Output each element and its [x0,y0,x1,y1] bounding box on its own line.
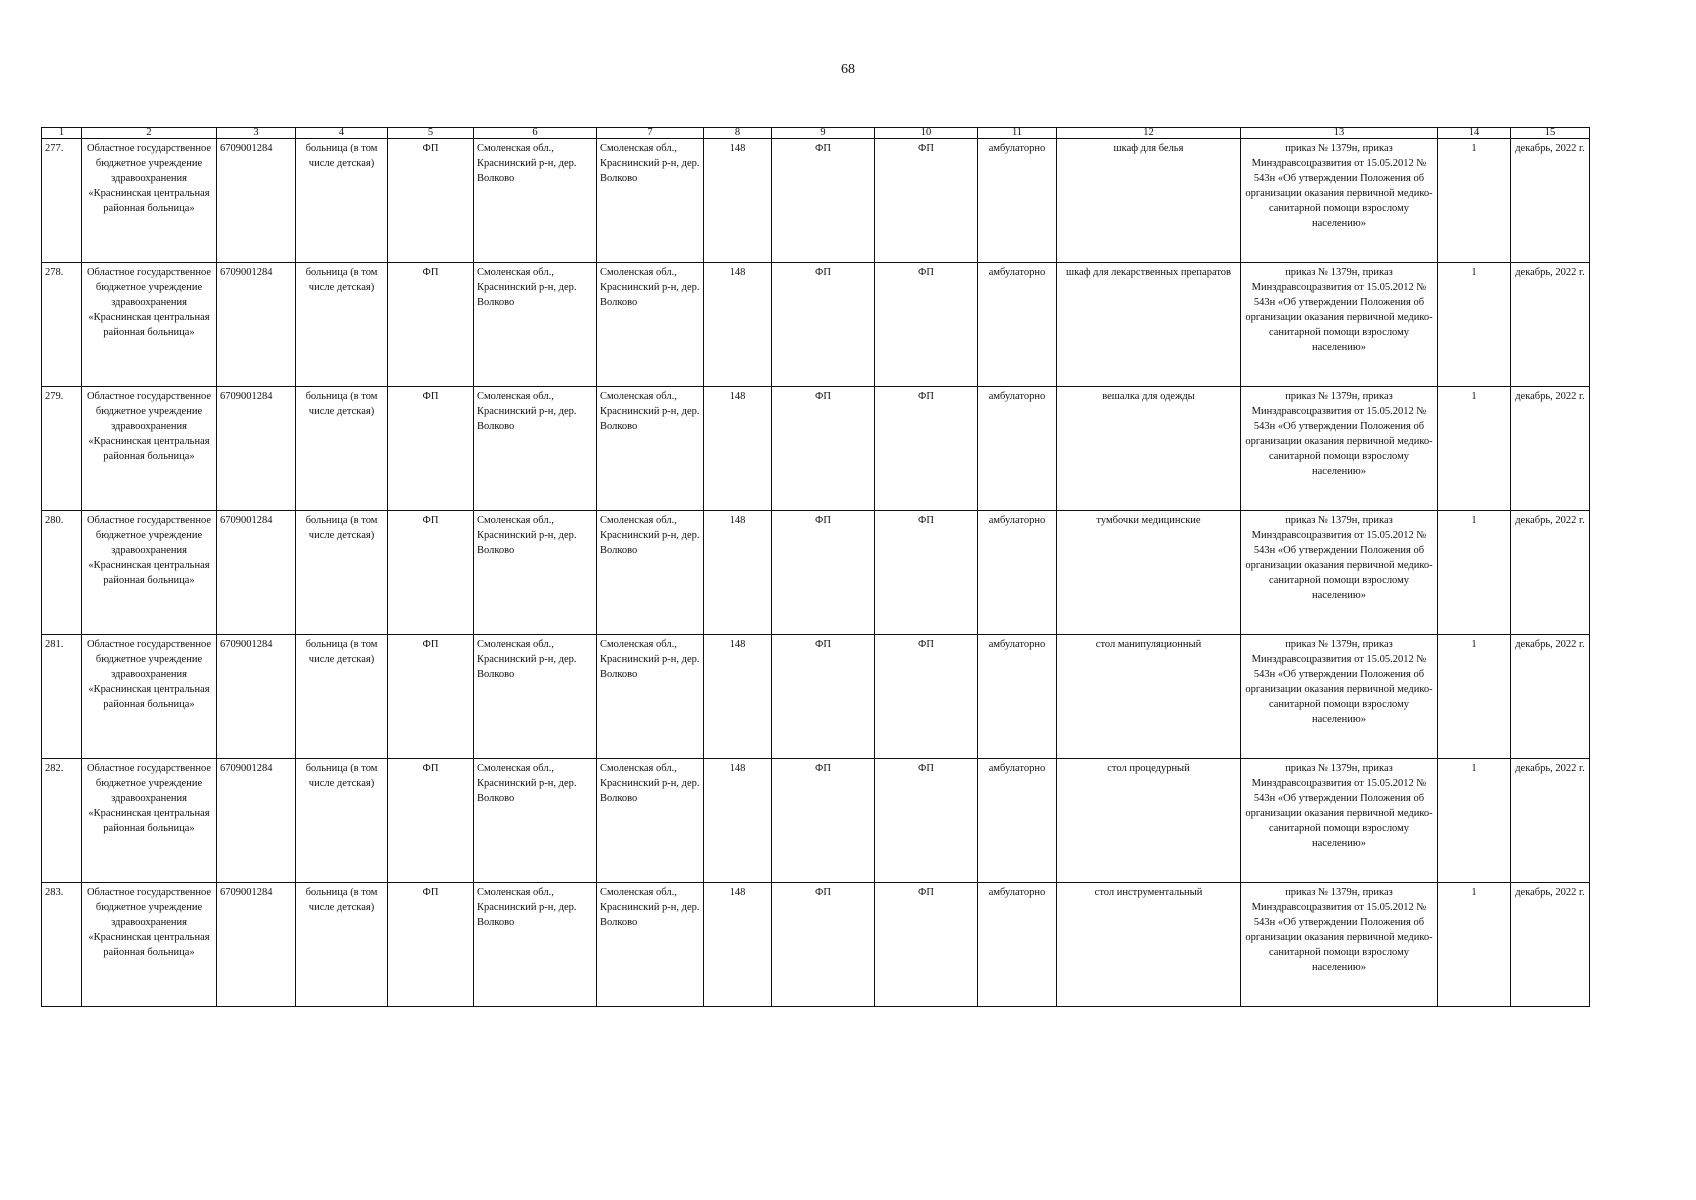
column-header: 8 [704,128,772,139]
column-header: 3 [217,128,296,139]
organization-name: Областное государственное бюджетное учреждение здравоохранения «Краснинская центральная районная больница» [82,635,217,759]
unit-cell: ФП [388,883,474,1007]
order-reference: приказ № 1379н, приказ Минздравсоцразвития от 15.05.2012 № 543н «Об утверждении Положения об организации оказания первичной медико-санитарной помощи взрослому населению» [1241,387,1438,511]
table-row [42,511,1590,635]
unit-cell: ФП [388,511,474,635]
address-cell: Смоленская обл., Краснинский р-н, дер. Волково [597,883,704,1007]
unit-cell: ФП [772,883,875,1007]
equipment-name: стол процедурный [1057,759,1241,883]
order-reference: приказ № 1379н, приказ Минздравсоцразвития от 15.05.2012 № 543н «Об утверждении Положения об организации оказания первичной медико-санитарной помощи взрослому населению» [1241,883,1438,1007]
care-mode: амбулаторно [978,759,1057,883]
facility-type: больница (в том числе детская) [296,635,388,759]
address-cell: Смоленская обл., Краснинский р-н, дер. Волково [474,263,597,387]
column-header: 15 [1511,128,1590,139]
number-cell: 148 [704,387,772,511]
date-cell: декабрь, 2022 г. [1511,139,1590,263]
unit-cell: ФП [875,635,978,759]
row-number: 278. [42,263,82,387]
date-cell: декабрь, 2022 г. [1511,263,1590,387]
unit-cell: ФП [875,139,978,263]
date-cell: декабрь, 2022 г. [1511,635,1590,759]
order-reference: приказ № 1379н, приказ Минздравсоцразвития от 15.05.2012 № 543н «Об утверждении Положения об организации оказания первичной медико-санитарной помощи взрослому населению» [1241,635,1438,759]
column-header: 7 [597,128,704,139]
number-cell: 148 [704,759,772,883]
count-cell: 1 [1438,635,1511,759]
care-mode: амбулаторно [978,511,1057,635]
unit-cell: ФП [875,883,978,1007]
unit-cell: ФП [772,511,875,635]
table-row [42,635,1590,759]
table-row [42,263,1590,387]
address-cell: Смоленская обл., Краснинский р-н, дер. Волково [597,511,704,635]
facility-type: больница (в том числе детская) [296,263,388,387]
count-cell: 1 [1438,139,1511,263]
count-cell: 1 [1438,759,1511,883]
inn-cell: 6709001284 [217,139,296,263]
facility-type: больница (в том числе детская) [296,759,388,883]
inn-cell: 6709001284 [217,759,296,883]
row-number: 279. [42,387,82,511]
number-cell: 148 [704,511,772,635]
unit-cell: ФП [772,387,875,511]
number-cell: 148 [704,263,772,387]
number-cell: 148 [704,635,772,759]
register-table [41,127,1590,1007]
unit-cell: ФП [875,387,978,511]
unit-cell: ФП [388,387,474,511]
unit-cell: ФП [772,635,875,759]
care-mode: амбулаторно [978,635,1057,759]
column-header: 9 [772,128,875,139]
equipment-name: стол манипуляционный [1057,635,1241,759]
care-mode: амбулаторно [978,883,1057,1007]
organization-name: Областное государственное бюджетное учреждение здравоохранения «Краснинская центральная районная больница» [82,139,217,263]
address-cell: Смоленская обл., Краснинский р-н, дер. Волково [597,635,704,759]
unit-cell: ФП [388,263,474,387]
date-cell: декабрь, 2022 г. [1511,883,1590,1007]
table-row [42,759,1590,883]
unit-cell: ФП [875,263,978,387]
unit-cell: ФП [388,635,474,759]
order-reference: приказ № 1379н, приказ Минздравсоцразвития от 15.05.2012 № 543н «Об утверждении Положения об организации оказания первичной медико-санитарной помощи взрослому населению» [1241,139,1438,263]
address-cell: Смоленская обл., Краснинский р-н, дер. Волково [597,139,704,263]
unit-cell: ФП [388,139,474,263]
date-cell: декабрь, 2022 г. [1511,387,1590,511]
unit-cell: ФП [875,511,978,635]
facility-type: больница (в том числе детская) [296,511,388,635]
address-cell: Смоленская обл., Краснинский р-н, дер. Волково [474,387,597,511]
inn-cell: 6709001284 [217,635,296,759]
organization-name: Областное государственное бюджетное учреждение здравоохранения «Краснинская центральная районная больница» [82,511,217,635]
address-cell: Смоленская обл., Краснинский р-н, дер. Волково [474,759,597,883]
page-number: 68 [841,62,855,77]
equipment-name: тумбочки медицинские [1057,511,1241,635]
address-cell: Смоленская обл., Краснинский р-н, дер. Волково [474,511,597,635]
unit-cell: ФП [388,759,474,883]
date-cell: декабрь, 2022 г. [1511,511,1590,635]
column-header: 13 [1241,128,1438,139]
column-header: 10 [875,128,978,139]
column-header: 1 [42,128,82,139]
address-cell: Смоленская обл., Краснинский р-н, дер. Волково [474,635,597,759]
table-row [42,387,1590,511]
inn-cell: 6709001284 [217,263,296,387]
address-cell: Смоленская обл., Краснинский р-н, дер. Волково [597,263,704,387]
inn-cell: 6709001284 [217,883,296,1007]
facility-type: больница (в том числе детская) [296,387,388,511]
organization-name: Областное государственное бюджетное учреждение здравоохранения «Краснинская центральная районная больница» [82,263,217,387]
organization-name: Областное государственное бюджетное учреждение здравоохранения «Краснинская центральная районная больница» [82,759,217,883]
column-number-row [42,128,1590,139]
order-reference: приказ № 1379н, приказ Минздравсоцразвития от 15.05.2012 № 543н «Об утверждении Положения об организации оказания первичной медико-санитарной помощи взрослому населению» [1241,759,1438,883]
row-number: 282. [42,759,82,883]
column-header: 5 [388,128,474,139]
number-cell: 148 [704,883,772,1007]
column-header: 11 [978,128,1057,139]
inn-cell: 6709001284 [217,387,296,511]
unit-cell: ФП [772,139,875,263]
count-cell: 1 [1438,511,1511,635]
column-header: 6 [474,128,597,139]
organization-name: Областное государственное бюджетное учреждение здравоохранения «Краснинская центральная районная больница» [82,387,217,511]
care-mode: амбулаторно [978,263,1057,387]
facility-type: больница (в том числе детская) [296,883,388,1007]
unit-cell: ФП [875,759,978,883]
equipment-name: шкаф для лекарственных препаратов [1057,263,1241,387]
number-cell: 148 [704,139,772,263]
equipment-name: шкаф для белья [1057,139,1241,263]
count-cell: 1 [1438,263,1511,387]
count-cell: 1 [1438,883,1511,1007]
care-mode: амбулаторно [978,387,1057,511]
equipment-name: стол инструментальный [1057,883,1241,1007]
row-number: 280. [42,511,82,635]
inn-cell: 6709001284 [217,511,296,635]
table-row [42,883,1590,1007]
count-cell: 1 [1438,387,1511,511]
row-number: 277. [42,139,82,263]
address-cell: Смоленская обл., Краснинский р-н, дер. Волково [597,759,704,883]
column-header: 2 [82,128,217,139]
date-cell: декабрь, 2022 г. [1511,759,1590,883]
row-number: 283. [42,883,82,1007]
address-cell: Смоленская обл., Краснинский р-н, дер. Волково [474,883,597,1007]
unit-cell: ФП [772,759,875,883]
order-reference: приказ № 1379н, приказ Минздравсоцразвития от 15.05.2012 № 543н «Об утверждении Положения об организации оказания первичной медико-санитарной помощи взрослому населению» [1241,511,1438,635]
address-cell: Смоленская обл., Краснинский р-н, дер. Волково [597,387,704,511]
column-header: 12 [1057,128,1241,139]
column-header: 14 [1438,128,1511,139]
order-reference: приказ № 1379н, приказ Минздравсоцразвития от 15.05.2012 № 543н «Об утверждении Положения об организации оказания первичной медико-санитарной помощи взрослому населению» [1241,263,1438,387]
care-mode: амбулаторно [978,139,1057,263]
column-header: 4 [296,128,388,139]
organization-name: Областное государственное бюджетное учреждение здравоохранения «Краснинская центральная районная больница» [82,883,217,1007]
unit-cell: ФП [772,263,875,387]
equipment-name: вешалка для одежды [1057,387,1241,511]
row-number: 281. [42,635,82,759]
address-cell: Смоленская обл., Краснинский р-н, дер. Волково [474,139,597,263]
facility-type: больница (в том числе детская) [296,139,388,263]
table-row [42,139,1590,263]
